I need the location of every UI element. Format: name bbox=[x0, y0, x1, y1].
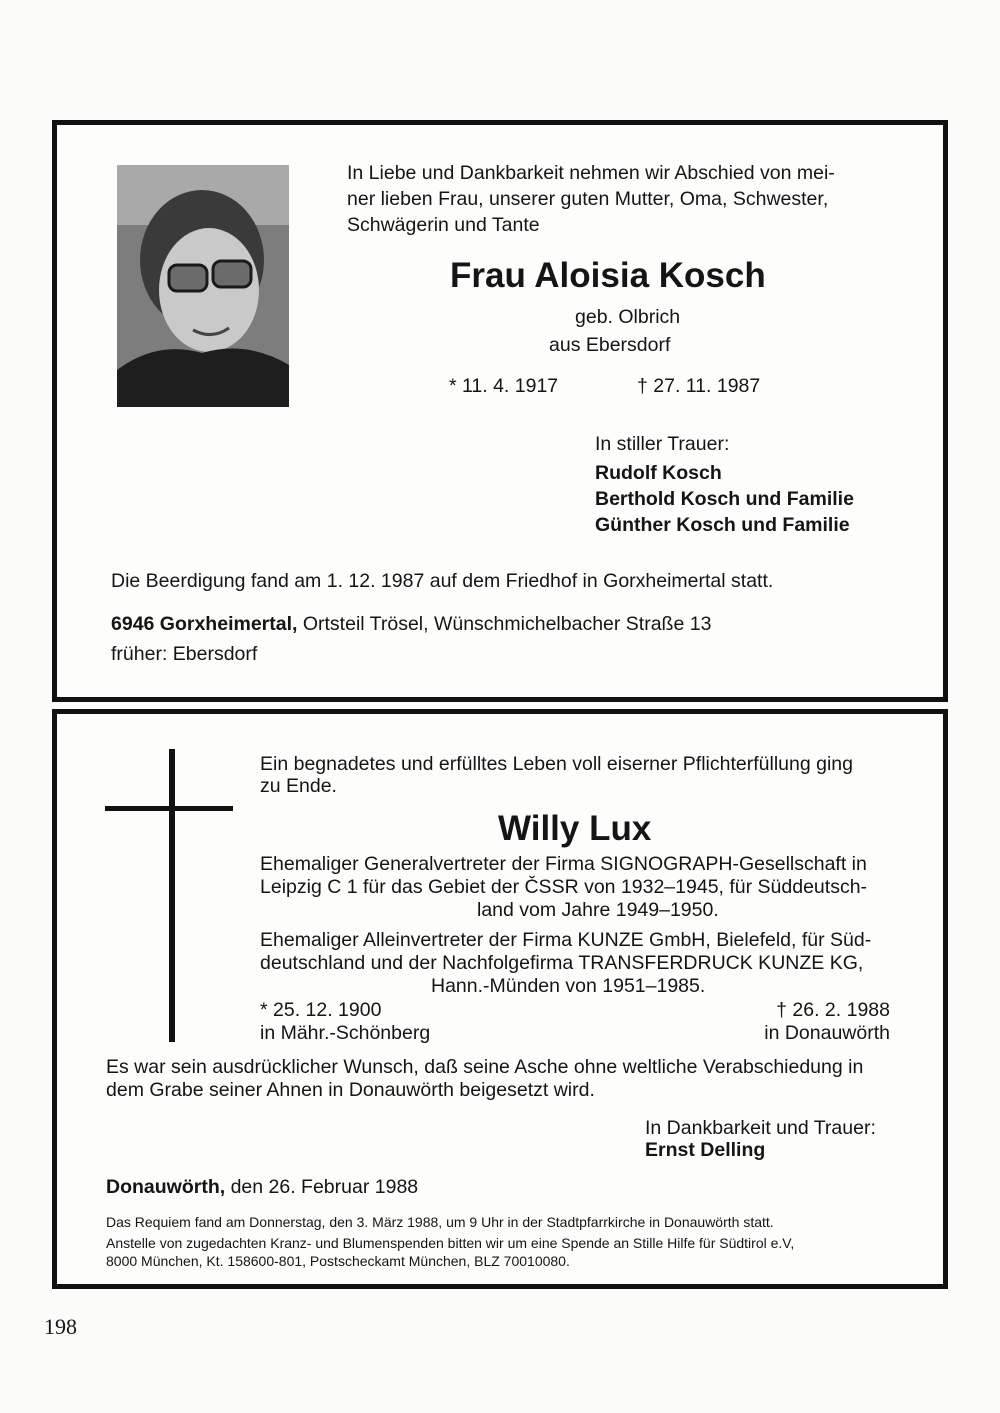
career2-line-1: Ehemaliger Alleinvertreter der Firma KUNZE GmbH, Bielefeld, für Süd- bbox=[260, 929, 872, 951]
mourner-2: Berthold Kosch und Familie bbox=[595, 488, 854, 510]
cross-bar bbox=[105, 806, 233, 811]
career2-line-3: Hann.-Münden von 1951–1985. bbox=[431, 975, 706, 997]
intro-line-2: zu Ende. bbox=[260, 775, 337, 797]
obituary-lux bbox=[52, 709, 948, 1289]
origin: aus Ebersdorf bbox=[549, 334, 671, 356]
death-date: † 27. 11. 1987 bbox=[637, 375, 761, 397]
mourner: Ernst Delling bbox=[645, 1139, 766, 1161]
page-number: 198 bbox=[44, 1314, 77, 1339]
deceased-name: Frau Aloisia Kosch bbox=[450, 256, 766, 295]
mourner-1: Rudolf Kosch bbox=[595, 462, 722, 484]
place: Donauwörth, bbox=[106, 1176, 226, 1198]
mourning-label: In Dankbarkeit und Trauer: bbox=[645, 1117, 876, 1139]
career1-line-2: Leipzig C 1 für das Gebiet der ČSSR von 1932–1945, für Süddeutsch- bbox=[260, 876, 868, 898]
career1-line-1: Ehemaliger Generalvertreter der Firma SIGNOGRAPH-Gesellschaft in bbox=[260, 853, 867, 875]
intro-line-2: ner lieben Frau, unserer guten Mutter, Oma, Schwester, bbox=[347, 188, 829, 210]
mourner-3: Günther Kosch und Familie bbox=[595, 514, 850, 536]
birth-date: * 11. 4. 1917 bbox=[449, 375, 559, 397]
requiem-info: Das Requiem fand am Donnerstag, den 3. März 1988, um 9 Uhr in der Stadtpfarrkirche in Donauwörth statt. bbox=[106, 1214, 774, 1230]
place-date bbox=[106, 1175, 418, 1200]
wish-line-2: dem Grabe seiner Ahnen in Donauwörth beigesetzt wird. bbox=[106, 1079, 595, 1101]
obituary-kosch bbox=[52, 120, 948, 702]
mourning-label: In stiller Trauer: bbox=[595, 433, 730, 455]
donation-line-1: Anstelle von zugedachten Kranz- und Blumenspenden bitten wir um eine Spende an Stille Hilfe für Südtirol e.V, bbox=[106, 1235, 795, 1251]
death-date: † 26. 2. 1988 bbox=[776, 999, 890, 1021]
donation-line-2: 8000 München, Kt. 158600-801, Postscheckamt München, BLZ 70010080. bbox=[106, 1253, 570, 1269]
cross-icon bbox=[169, 749, 175, 1042]
intro-line-1: Ein begnadetes und erfülltes Leben voll eiserner Pflichterfüllung ging bbox=[260, 753, 853, 775]
birth-place: in Mähr.-Schönberg bbox=[260, 1022, 431, 1044]
maiden-name: geb. Olbrich bbox=[575, 306, 681, 328]
date: den 26. Februar 1988 bbox=[225, 1176, 419, 1198]
career2-line-2: deutschland und der Nachfolgefirma TRANSFERDRUCK KUNZE KG, bbox=[260, 952, 864, 974]
former-residence: früher: Ebersdorf bbox=[111, 643, 258, 665]
wish-line-1: Es war sein ausdrücklicher Wunsch, daß seine Asche ohne weltliche Verabschiedung in bbox=[106, 1056, 864, 1078]
portrait-photo bbox=[117, 165, 289, 407]
address bbox=[111, 612, 711, 637]
address-street: Ortsteil Trösel, Wünschmichelbacher Straße 13 bbox=[297, 613, 712, 635]
address-town: 6946 Gorxheimertal, bbox=[111, 613, 298, 635]
funeral-info: Die Beerdigung fand am 1. 12. 1987 auf dem Friedhof in Gorxheimertal statt. bbox=[111, 570, 774, 592]
career1-line-3: land vom Jahre 1949–1950. bbox=[477, 899, 719, 921]
intro-line-1: In Liebe und Dankbarkeit nehmen wir Abschied von mei- bbox=[347, 162, 835, 184]
death-place: in Donauwörth bbox=[764, 1022, 890, 1044]
intro-line-3: Schwägerin und Tante bbox=[347, 214, 540, 236]
birth-date: * 25. 12. 1900 bbox=[260, 999, 382, 1021]
deceased-name: Willy Lux bbox=[498, 809, 652, 848]
